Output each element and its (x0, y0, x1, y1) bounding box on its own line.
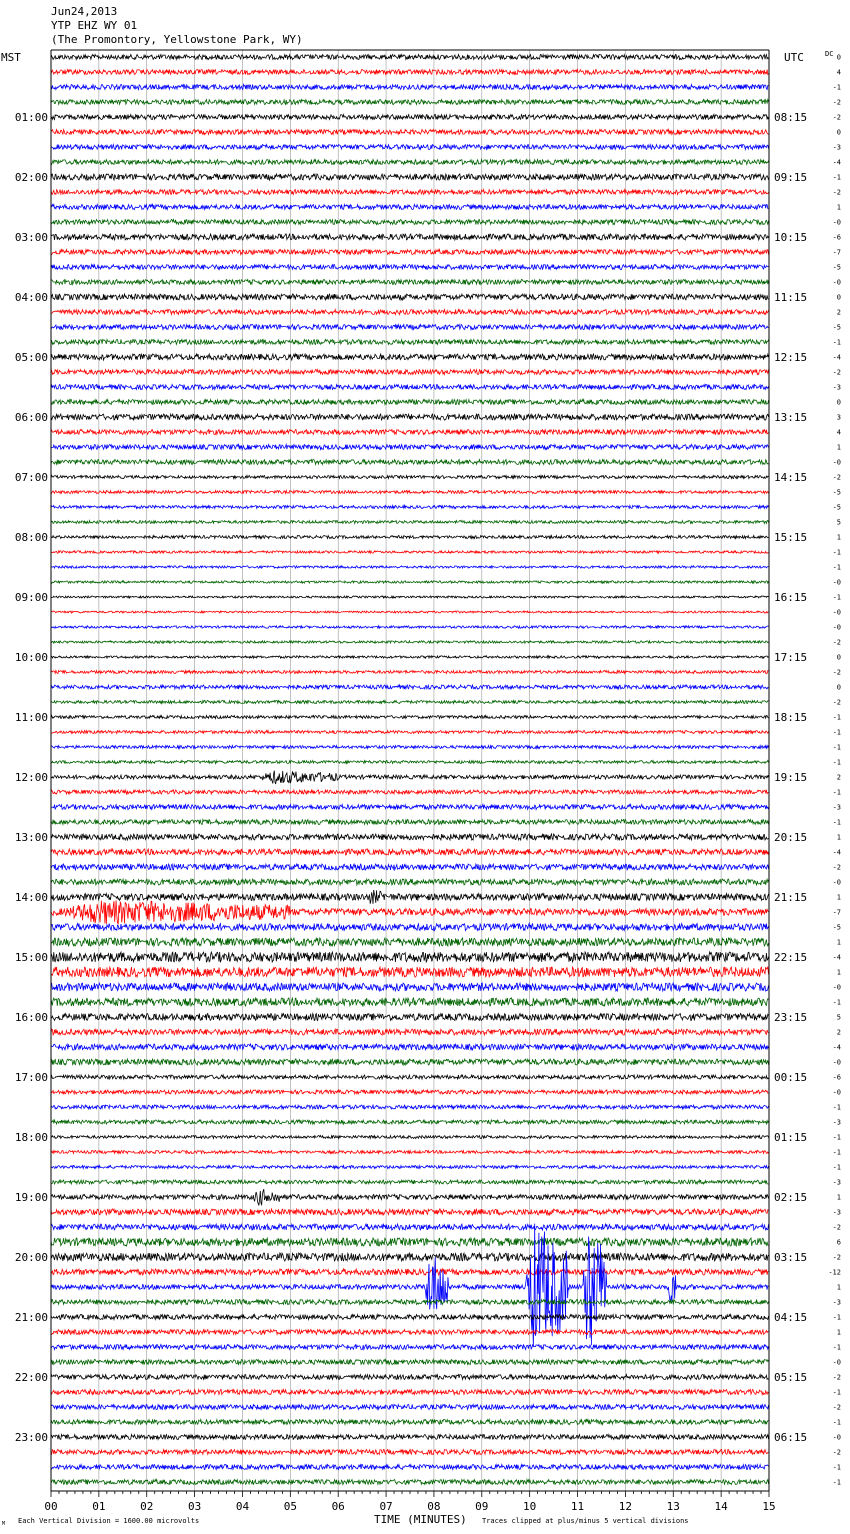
right-hour-label: 23:15 (774, 1011, 808, 1024)
x-tick-label: 00 (44, 1500, 58, 1513)
trace-line (51, 849, 769, 855)
dc-offset-label: -1 (832, 713, 841, 722)
x-axis-title: TIME (MINUTES) (374, 1513, 467, 1526)
dc-offset-label: -5 (832, 488, 841, 497)
dc-offset-label: 1 (836, 1328, 841, 1337)
dc-offset-label: 2 (836, 1028, 841, 1037)
dc-offset-label: 1 (836, 533, 841, 542)
right-hour-label: 01:15 (774, 1131, 808, 1144)
x-tick-label: 04 (235, 1500, 250, 1513)
right-hour-label: 10:15 (774, 231, 808, 244)
trace-line (51, 671, 769, 674)
dc-offset-label: -2 (832, 473, 841, 482)
trace-line (51, 879, 769, 885)
dc-offset-label: -0 (832, 1058, 841, 1067)
trace-line (51, 476, 769, 479)
dc-offset-label: -3 (832, 1118, 841, 1127)
dc-offset-label: 2 (836, 773, 841, 782)
trace-line (51, 820, 769, 825)
trace-line (51, 551, 769, 553)
dc-offset-label: -1 (832, 173, 841, 182)
trace-line (51, 491, 769, 494)
dc-offset-label: -3 (832, 1178, 841, 1187)
left-hour-label: 15:00 (14, 951, 48, 964)
dc-offset-label: -1 (832, 548, 841, 557)
trace-line (51, 761, 769, 764)
trace-line (51, 1209, 769, 1215)
dc-offset-label: -7 (832, 248, 841, 257)
right-hour-label: 14:15 (774, 471, 808, 484)
right-hour-label: 06:15 (774, 1431, 808, 1444)
trace-line (51, 596, 769, 598)
trace-line (51, 130, 769, 135)
dc-offset-label: -1 (832, 1343, 841, 1352)
trace-line (51, 430, 769, 435)
dc-offset-label: 1 (836, 203, 841, 212)
right-hour-label: 18:15 (774, 711, 808, 724)
left-timezone-label: MST (1, 51, 21, 64)
dc-offset-label: -0 (832, 623, 841, 632)
dc-offset-label: 5 (836, 1013, 841, 1022)
trace-line (51, 998, 769, 1006)
dc-offset-label: -2 (832, 1223, 841, 1232)
dc-offset-label: -2 (832, 698, 841, 707)
right-hour-label: 22:15 (774, 951, 808, 964)
trace-line (51, 370, 769, 375)
trace-line (51, 900, 769, 924)
dc-offset-label: -1 (832, 1388, 841, 1397)
trace-line (51, 1166, 769, 1169)
trace-line (51, 864, 769, 870)
trace-line (51, 611, 769, 613)
trace-line (51, 1269, 769, 1275)
trace-line (51, 205, 769, 210)
trace-line (51, 1075, 769, 1079)
trace-line (51, 1450, 769, 1455)
trace-line (51, 400, 769, 405)
trace-line (51, 746, 769, 749)
trace-line (51, 1044, 769, 1050)
trace-line (51, 1238, 769, 1246)
dc-offset-label: -5 (832, 323, 841, 332)
dc-offset-label: 0 (836, 683, 841, 692)
dc-offset-label: -2 (832, 188, 841, 197)
dc-offset-label: -0 (832, 608, 841, 617)
trace-line (51, 414, 769, 420)
trace-line (51, 55, 769, 60)
left-hour-label: 21:00 (14, 1311, 48, 1324)
trace-line (51, 1189, 769, 1205)
trace-line (51, 385, 769, 390)
x-tick-label: 11 (570, 1500, 585, 1513)
trace-line (51, 1375, 769, 1380)
trace-line (51, 354, 769, 360)
trace-line (51, 1014, 769, 1021)
left-hour-label: 18:00 (14, 1131, 48, 1144)
trace-line (51, 790, 769, 794)
dc-offset-label: -1 (832, 788, 841, 797)
dc-offset-label: -6 (832, 233, 841, 242)
trace-line (51, 1390, 769, 1395)
dc-offset-label: -0 (832, 1088, 841, 1097)
dc-offset-label: -6 (832, 1073, 841, 1082)
trace-line (51, 983, 769, 991)
trace-line (51, 445, 769, 450)
dc-offset-label: -1 (832, 1103, 841, 1112)
dc-offset-label: -4 (832, 953, 841, 962)
trace-line (51, 1330, 769, 1335)
trace-line (51, 250, 769, 255)
trace-line (51, 890, 769, 904)
right-hour-label: 15:15 (774, 531, 808, 544)
trace-line (51, 85, 769, 90)
trace-line (51, 145, 769, 150)
right-hour-label: 03:15 (774, 1251, 808, 1264)
dc-offset-label: 0 (836, 53, 841, 62)
dc-offset-label: -1 (832, 563, 841, 572)
trace-line (51, 325, 769, 330)
dc-offset-label: -1 (832, 998, 841, 1007)
dc-offset-label: -2 (832, 1373, 841, 1382)
header-location: (The Promontory, Yellowstone Park, WY) (51, 33, 303, 46)
trace-line (51, 234, 769, 240)
dc-offset-label: -3 (832, 803, 841, 812)
dc-offset-label: -12 (828, 1268, 841, 1277)
dc-offset-label: 1 (836, 1283, 841, 1292)
dc-offset-label: -3 (832, 1208, 841, 1217)
trace-line (51, 265, 769, 270)
trace-line (51, 967, 769, 977)
dc-offset-label: 6 (836, 1238, 841, 1247)
dc-offset-label: -2 (832, 368, 841, 377)
dc-offset-label: -2 (832, 1253, 841, 1262)
x-tick-label: 09 (475, 1500, 489, 1513)
dc-offset-label: 1 (836, 443, 841, 452)
dc-offset-label: 2 (836, 308, 841, 317)
dc-offset-label: -2 (832, 113, 841, 122)
dc-offset-label: -1 (832, 818, 841, 827)
trace-line (51, 1120, 769, 1124)
footer-corner-mark: M (2, 1521, 6, 1527)
trace-line (51, 220, 769, 225)
right-hour-label: 04:15 (774, 1311, 808, 1324)
trace-line (51, 952, 769, 962)
left-hour-label: 11:00 (14, 711, 48, 724)
dc-offset-label: -2 (832, 668, 841, 677)
right-hour-label: 17:15 (774, 651, 808, 664)
trace-line (51, 1136, 769, 1139)
left-hour-label: 16:00 (14, 1011, 48, 1024)
trace-line (51, 834, 769, 840)
dc-offset-label: -2 (832, 863, 841, 872)
trace-line (51, 731, 769, 734)
dc-offset-label: -4 (832, 1043, 841, 1052)
dc-offset-label: -4 (832, 353, 841, 362)
left-hour-label: 19:00 (14, 1191, 48, 1204)
dc-offset-label: -3 (832, 383, 841, 392)
trace-line (51, 1465, 769, 1470)
dc-offset-label: -2 (832, 638, 841, 647)
trace-line (51, 805, 769, 810)
header-station: YTP EHZ WY 01 (51, 19, 138, 32)
header-date: Jun24,2013 (51, 5, 118, 18)
left-hour-label: 17:00 (14, 1071, 48, 1084)
dc-offset-label: -1 (832, 593, 841, 602)
left-hour-label: 10:00 (14, 651, 48, 664)
left-hour-label: 20:00 (14, 1251, 48, 1264)
right-hour-label: 02:15 (774, 1191, 808, 1204)
trace-line (51, 1059, 769, 1065)
trace-line (51, 1360, 769, 1365)
left-hour-label: 03:00 (14, 231, 48, 244)
dc-offset-label: -0 (832, 218, 841, 227)
trace-line (51, 521, 769, 524)
trace-line (51, 100, 769, 105)
trace-line (51, 280, 769, 285)
right-hour-label: 12:15 (774, 351, 808, 364)
trace-line (51, 1435, 769, 1440)
x-tick-label: 12 (618, 1500, 633, 1513)
trace-line (51, 626, 769, 628)
dc-offset-label: -5 (832, 263, 841, 272)
dc-offset-label: -0 (832, 878, 841, 887)
left-hour-label: 04:00 (14, 291, 48, 304)
footer-clip-note: Traces clipped at plus/minus 5 vertical divisions (482, 1517, 689, 1525)
dc-offset-label: -5 (832, 923, 841, 932)
x-tick-label: 15 (762, 1500, 776, 1513)
dc-offset-label: 5 (836, 518, 841, 527)
trace-line (51, 160, 769, 165)
dc-offset-label: -4 (832, 848, 841, 857)
dc-offset-label: 3 (836, 413, 841, 422)
dc-offset-label: 1 (836, 938, 841, 947)
dc-offset-label: 0 (836, 128, 841, 137)
dc-offset-label: -1 (832, 1148, 841, 1157)
trace-line (51, 190, 769, 195)
trace-line (51, 1090, 769, 1094)
x-tick-label: 13 (666, 1500, 680, 1513)
x-tick-label: 06 (331, 1500, 345, 1513)
dc-offset-label: -2 (832, 1448, 841, 1457)
x-tick-label: 02 (140, 1500, 154, 1513)
right-hour-label: 05:15 (774, 1371, 808, 1384)
left-hour-label: 02:00 (14, 171, 48, 184)
trace-line (51, 1405, 769, 1410)
footer-scale-note: Each Vertical Division = 1600.00 microvolts (18, 1517, 200, 1525)
dc-offset-label: 0 (836, 293, 841, 302)
trace-line (51, 1224, 769, 1230)
trace-line (51, 115, 769, 120)
dc-offset-label: 1 (836, 893, 841, 902)
dc-offset-label: -3 (832, 143, 841, 152)
trace-line (51, 310, 769, 315)
trace-line (51, 938, 769, 946)
trace-line (51, 460, 769, 465)
dc-offset-label: -7 (832, 908, 841, 917)
dc-offset-label: 1 (836, 968, 841, 977)
dc-offset-label: -1 (832, 1418, 841, 1427)
dc-offset-label: -4 (832, 158, 841, 167)
dc-offset-label: -0 (832, 1358, 841, 1367)
trace-line (51, 1029, 769, 1035)
dc-offset-label: -0 (832, 278, 841, 287)
right-hour-label: 21:15 (774, 891, 808, 904)
right-hour-label: 20:15 (774, 831, 808, 844)
trace-line (51, 771, 769, 784)
dc-offset-label: -1 (832, 758, 841, 767)
trace-line (51, 716, 769, 719)
dc-offset-label: 4 (836, 68, 841, 77)
trace-line (51, 1180, 769, 1184)
x-tick-label: 05 (283, 1500, 297, 1513)
trace-line (51, 340, 769, 345)
dc-offset-label: 1 (836, 1193, 841, 1202)
left-hour-label: 23:00 (14, 1431, 48, 1444)
trace-line (51, 1300, 769, 1305)
dc-offset-label: -1 (832, 83, 841, 92)
left-hour-label: 01:00 (14, 111, 48, 124)
trace-line (51, 1151, 769, 1154)
dc-offset-label: -0 (832, 458, 841, 467)
dc-offset-label: -1 (832, 1478, 841, 1487)
dc-offset-label: -1 (832, 1163, 841, 1172)
x-tick-label: 01 (92, 1500, 106, 1513)
trace-line (51, 294, 769, 300)
left-hour-label: 09:00 (14, 591, 48, 604)
dc-offset-label: -2 (832, 98, 841, 107)
trace-line (51, 656, 769, 658)
dc-offset-label: -0 (832, 1433, 841, 1442)
right-hour-label: 11:15 (774, 291, 808, 304)
left-hour-label: 05:00 (14, 351, 48, 364)
trace-line (51, 581, 769, 583)
trace-line (51, 1480, 769, 1485)
x-tick-label: 08 (427, 1500, 441, 1513)
trace-line (51, 641, 769, 643)
dc-offset-label: 0 (836, 398, 841, 407)
left-hour-label: 14:00 (14, 891, 48, 904)
dc-offset-label: -1 (832, 1313, 841, 1322)
right-hour-label: 09:15 (774, 171, 808, 184)
trace-lines (51, 55, 769, 1485)
left-hour-label: 22:00 (14, 1371, 48, 1384)
dc-offset-label: -1 (832, 728, 841, 737)
trace-line (51, 174, 769, 180)
trace-line (51, 924, 769, 931)
dc-offset-label: -3 (832, 1298, 841, 1307)
x-tick-label: 07 (379, 1500, 393, 1513)
left-hour-label: 08:00 (14, 531, 48, 544)
right-timezone-label: UTC (784, 51, 804, 64)
trace-line (51, 1315, 769, 1320)
trace-line (51, 685, 769, 689)
trace-line (51, 1253, 769, 1261)
dc-offset-label: -0 (832, 983, 841, 992)
dc-offset-label: -1 (832, 1463, 841, 1472)
x-tick-label: 14 (714, 1500, 728, 1513)
trace-line (51, 701, 769, 704)
right-hour-label: 00:15 (774, 1071, 808, 1084)
dc-offset-label: -0 (832, 578, 841, 587)
dc-offset-label: 0 (836, 653, 841, 662)
right-hour-label: 19:15 (774, 771, 808, 784)
trace-line (51, 506, 769, 509)
x-tick-label: 03 (187, 1500, 202, 1513)
dc-offset-label: -1 (832, 743, 841, 752)
dc-label: DC (825, 50, 834, 58)
trace-line (51, 70, 769, 75)
dc-offset-label: 1 (836, 833, 841, 842)
dc-offset-label: 4 (836, 428, 841, 437)
x-tick-label: 10 (523, 1500, 537, 1513)
trace-line (51, 566, 769, 568)
trace-line (51, 1105, 769, 1109)
trace-line (51, 536, 769, 539)
left-hour-label: 13:00 (14, 831, 48, 844)
right-hour-label: 16:15 (774, 591, 808, 604)
right-hour-label: 08:15 (774, 111, 808, 124)
dc-offset-label: -5 (832, 503, 841, 512)
dc-offset-label: -1 (832, 1133, 841, 1142)
trace-line (51, 1420, 769, 1425)
dc-offset-label: -1 (832, 338, 841, 347)
left-hour-label: 07:00 (14, 471, 48, 484)
left-hour-label: 12:00 (14, 771, 48, 784)
left-hour-label: 06:00 (14, 411, 48, 424)
dc-offset-label: -2 (832, 1403, 841, 1412)
trace-line (51, 1345, 769, 1350)
right-hour-label: 13:15 (774, 411, 808, 424)
